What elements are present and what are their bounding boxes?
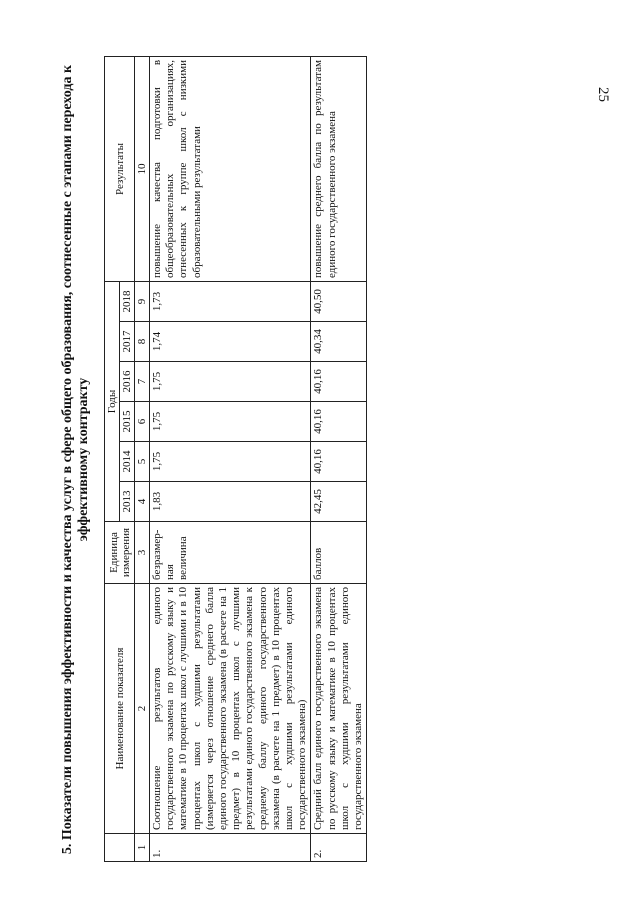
- column-number: 4: [135, 482, 150, 522]
- header-indicator-name: Наименование показателя: [105, 584, 135, 834]
- table-row: [150, 56, 311, 861]
- header-year: 2018: [120, 281, 135, 321]
- header-year: 2014: [120, 442, 135, 482]
- value-cell: 40,16: [311, 442, 367, 482]
- header-year: 2017: [120, 322, 135, 362]
- unit-cell: баллов: [311, 522, 367, 584]
- value-cell: 1,73: [150, 281, 311, 321]
- value-cell: 42,45: [311, 482, 367, 522]
- column-number-row: [135, 56, 150, 861]
- indicators-table: [104, 56, 367, 862]
- header-year: 2013: [120, 482, 135, 522]
- header-results: Результаты: [105, 56, 135, 281]
- page-number: 25: [595, 87, 611, 102]
- header-row-number-blank: [105, 834, 135, 862]
- column-number: 7: [135, 362, 150, 402]
- header-years-group: Годы: [105, 281, 120, 521]
- rotated-document-sheet: [60, 57, 580, 862]
- column-number: 6: [135, 402, 150, 442]
- indicator-name: Средний балл единого государственного экзамена по русскому языку и математике в 10 процентах школ с худшими результатами единого государственного экзамена: [311, 584, 367, 834]
- column-number: 2: [135, 584, 150, 834]
- section-title: 5. Показатели повышения эффективности и качества услуг в сфере общего образования, соотнесенные с этапами перехода к эффективному контракту: [60, 64, 91, 855]
- value-cell: 40,34: [311, 322, 367, 362]
- unit-cell: безразмер-ная величина: [150, 522, 311, 584]
- value-cell: 1,74: [150, 322, 311, 362]
- column-number: 3: [135, 522, 150, 584]
- column-number: 1: [135, 834, 150, 862]
- result-cell: повышение среднего балла по результатам единого государственного экзамена: [311, 56, 367, 281]
- value-cell: 1,75: [150, 442, 311, 482]
- value-cell: 40,16: [311, 362, 367, 402]
- header-unit: Единица измерения: [105, 522, 135, 584]
- column-number: 10: [135, 56, 150, 281]
- header-year: 2016: [120, 362, 135, 402]
- table-row: [311, 56, 367, 861]
- indicator-name: Соотношение результатов единого государственного экзамена по русскому языку и математике в 10 процентах школ с лучшими и в 10 процентах школ с худшими результатами (измеряется через отношение среднего балла единого государственного экзамена (в расчете на 1 предмет) в 10 процентах школ с лучшими результатами единого государственного экзамена к среднему баллу единого государственного экзамена (в расчете на 1 предмет) в 10 процентах школ с худшими результатами единого государственного экзамена): [150, 584, 311, 834]
- header-year: 2015: [120, 402, 135, 442]
- column-number: 8: [135, 322, 150, 362]
- value-cell: 1,83: [150, 482, 311, 522]
- value-cell: 40,50: [311, 281, 367, 321]
- column-number: 5: [135, 442, 150, 482]
- row-number: 1.: [150, 834, 311, 862]
- result-cell: повышение качества подготовки в общеобразовательных организациях, отнесенных к группе школ с низкими образовательными результатами: [150, 56, 311, 281]
- value-cell: 1,75: [150, 362, 311, 402]
- value-cell: 40,16: [311, 402, 367, 442]
- value-cell: 1,75: [150, 402, 311, 442]
- row-number: 2.: [311, 834, 367, 862]
- column-number: 9: [135, 281, 150, 321]
